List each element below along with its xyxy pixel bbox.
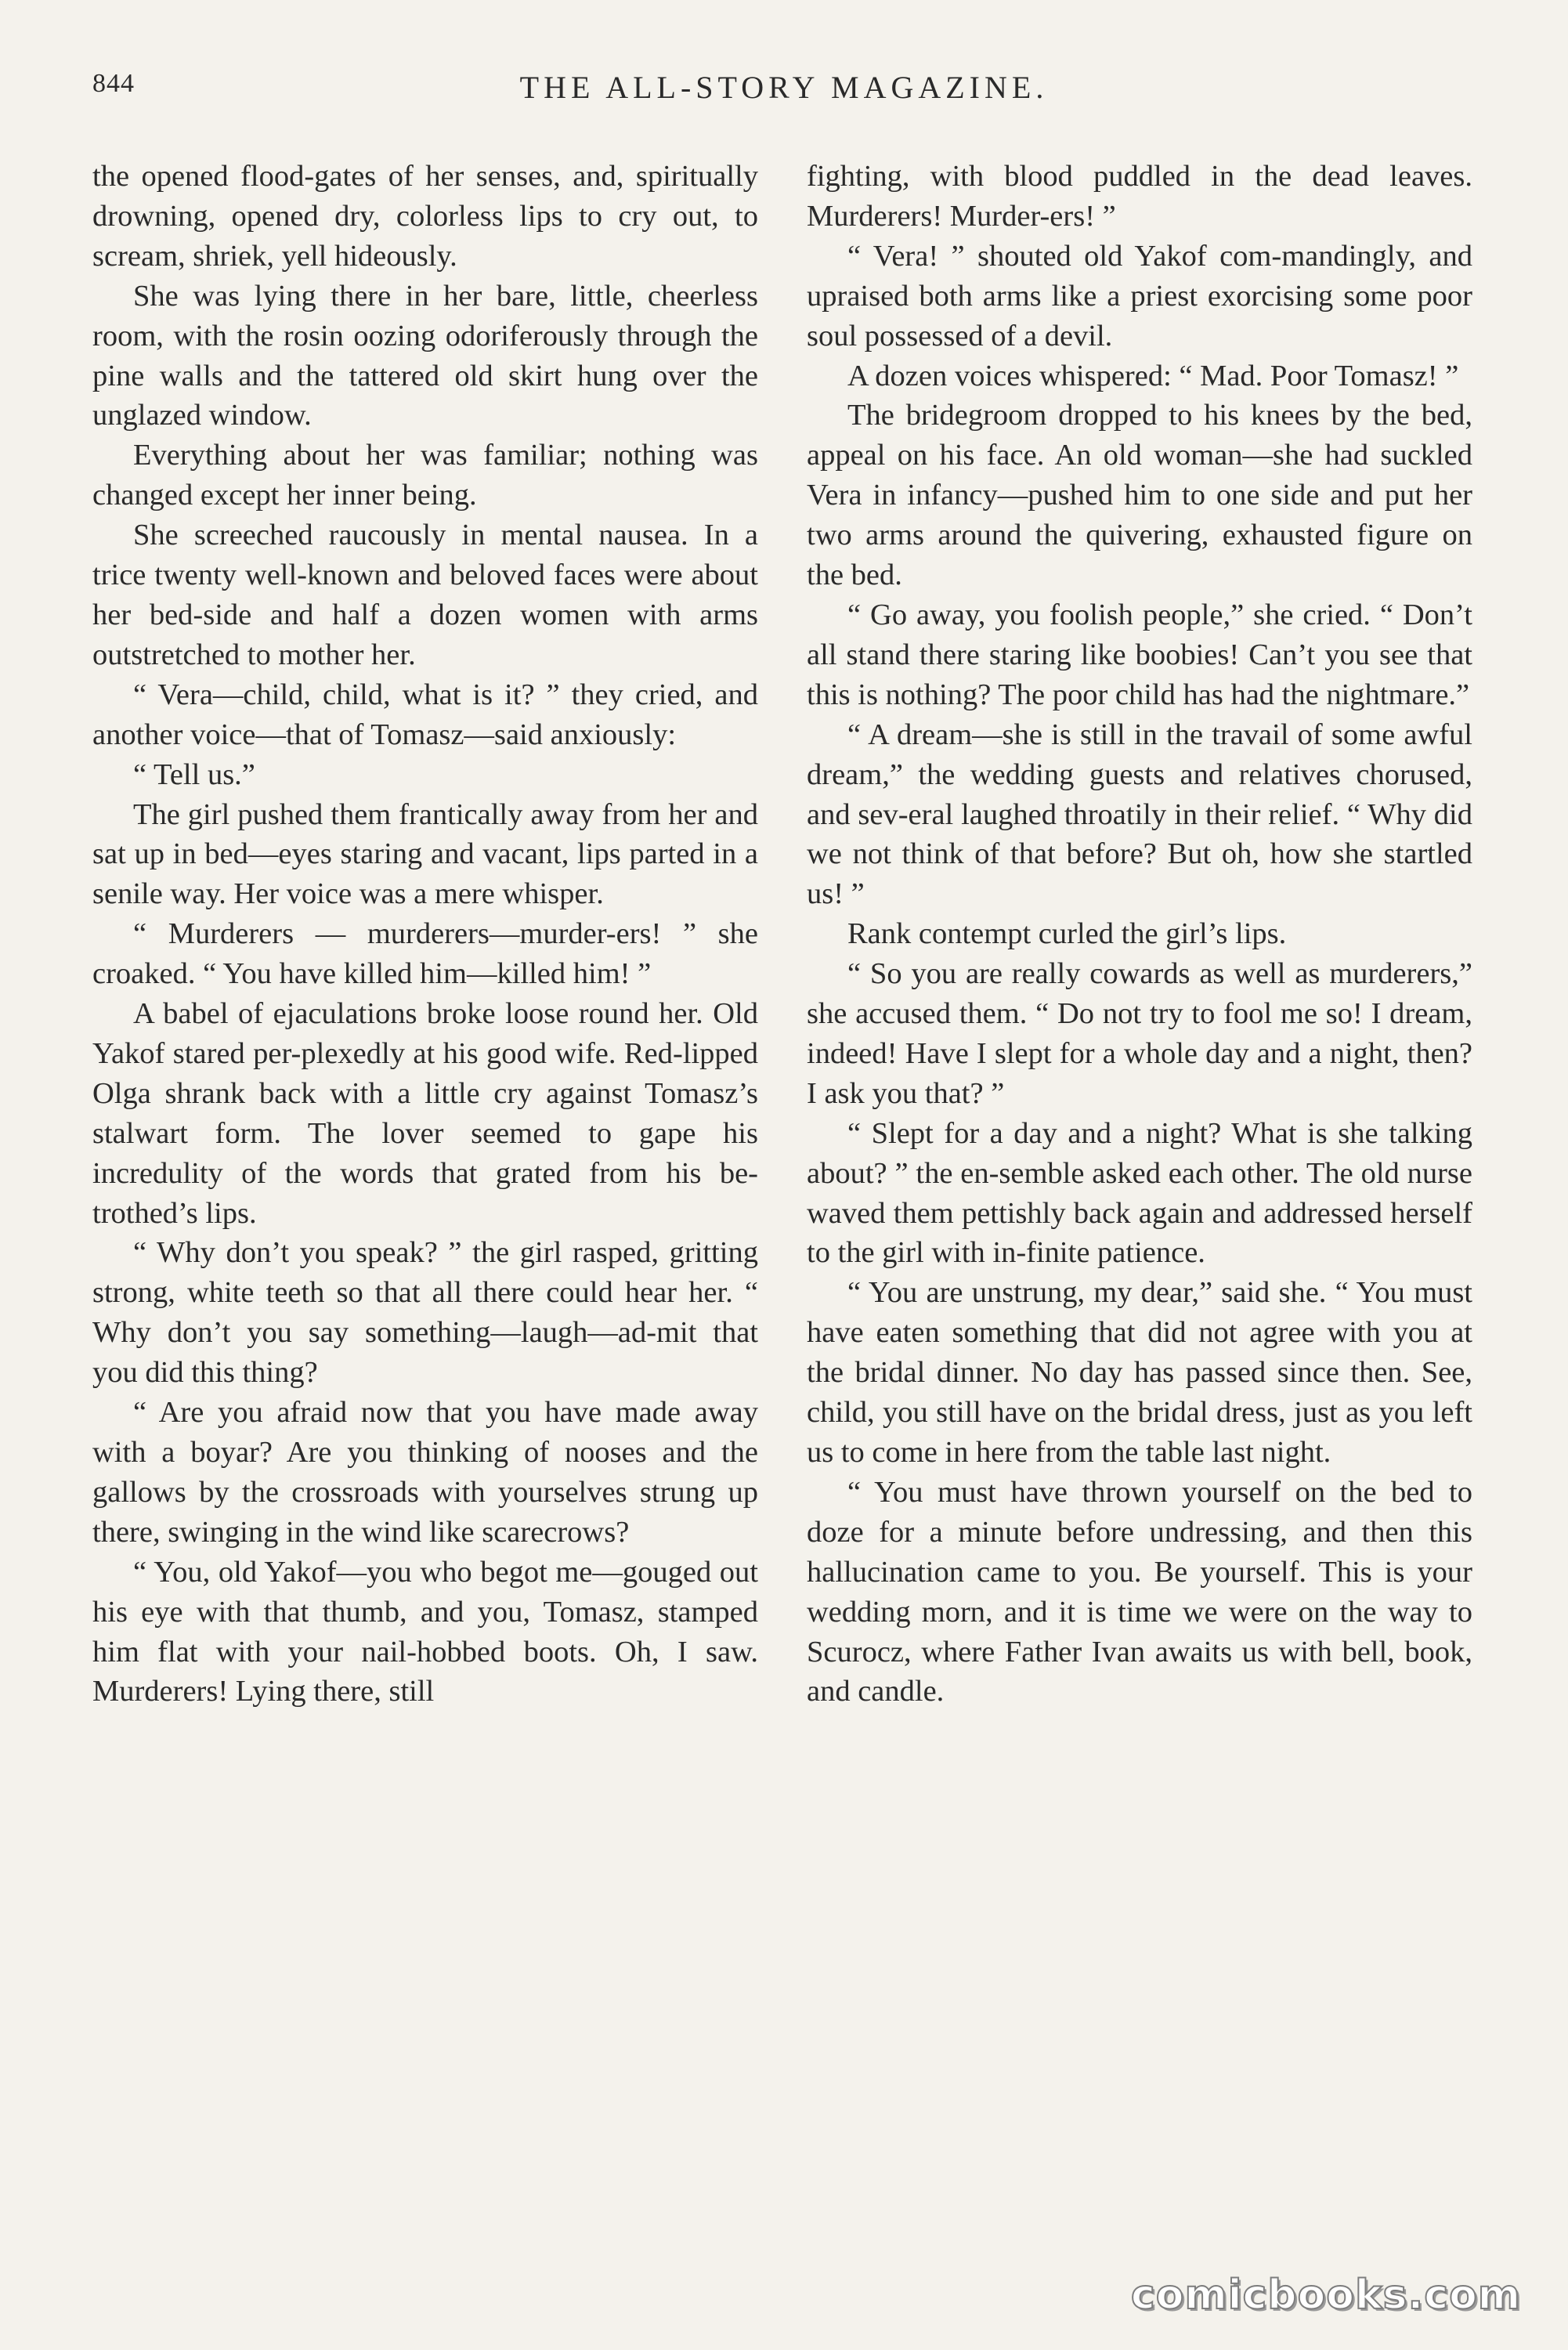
paragraph: the opened flood-gates of her senses, and, spiritually drowning, opened dry, colorless lips to cry out, to scream, shriek, yell hideously.: [92, 160, 758, 273]
paragraph: “ You are unstrung, my dear,” said she. “ You must have eaten something that did not agree with you at the bridal dinner. No day has passed since then. See, child, you still have on the bridal dress, just as you left us to come in here from the table last night.: [807, 1276, 1472, 1469]
watermark-logo: comicbooks.com: [1130, 2272, 1521, 2319]
paragraph: “ Vera! ” shouted old Yakof com-mandingly, and upraised both arms like a priest exorcising some poor soul possessed of a devil.: [807, 239, 1472, 352]
paragraph: She screeched raucously in mental nausea. In a trice twenty well-known and beloved faces were about her bed-side and half a dozen women with arms outstretched to mother her.: [92, 519, 758, 671]
paragraph: A babel of ejaculations broke loose round her. Old Yakof stared per-plexedly at his good wife. Red-lipped Olga shrank back with a little cry against Tomasz’s stalwart form. The lover seemed to gape his incredulity of the words that grated from his be-trothed’s lips.: [92, 997, 758, 1230]
paragraph: “ You, old Yakof—you who begot me—gouged out his eye with that thumb, and you, Tomasz, stamped him flat with your nail-hobbed boots. Oh, I saw. Murderers! Lying there, still: [92, 1555, 758, 1708]
paragraph: She was lying there in her bare, little, cheerless room, with the rosin oozing odoriferously through the pine walls and the tattered old skirt hung over the unglazed window.: [92, 279, 758, 432]
page-number: 844: [92, 69, 135, 98]
paragraph: “ Vera—child, child, what is it? ” they cried, and another voice—that of Tomasz—said anxiously:: [92, 678, 758, 751]
paragraph: A dozen voices whispered: “ Mad. Poor Tomasz! ”: [847, 359, 1459, 392]
paragraph: Rank contempt curled the girl’s lips.: [847, 917, 1287, 951]
paragraph: “ Slept for a day and a night? What is she talking about? ” the en-semble asked each other. The old nurse waved them pettishly back again and addressed herself to the girl with in-finite patience.: [807, 1116, 1472, 1270]
page-header: [92, 69, 1476, 116]
paragraph: “ Go away, you foolish people,” she cried. “ Don’t all stand there staring like boobies! Can’t you see that this is nothing? The poor child has had the nightmare.”: [807, 598, 1472, 711]
paragraph: “ You must have thrown yourself on the bed to doze for a minute before undressing, and then this hallucination came to you. Be yourself. This is your wedding morn, and it is time we were on the way to Scurocz, where Father Ivan awaits us with bell, book, and candle.: [807, 1475, 1472, 1708]
paragraph: Everything about her was familiar; nothing was changed except her inner being.: [92, 439, 758, 512]
paragraph: “ Murderers — murderers—murder-ers! ” she croaked. “ You have killed him—killed him! ”: [92, 917, 758, 991]
paragraph: “ Tell us.”: [133, 757, 255, 791]
paragraph: “ Are you afraid now that you have made away with a boyar? Are you thinking of nooses and the gallows by the crossroads with yourselves strung up there, swinging in the wind like scarecrows?: [92, 1396, 758, 1549]
running-head: THE ALL-STORY MAGAZINE.: [519, 70, 1049, 105]
paragraph: “ Why don’t you speak? ” the girl rasped, gritting strong, white teeth so that all there could hear her. “ Why don’t you say something—laugh—ad-mit that you did this thing?: [92, 1236, 758, 1390]
right-column: [807, 157, 1472, 1712]
paragraph: The bridegroom dropped to his knees by the bed, appeal on his face. An old woman—she had suckled Vera in infancy—pushed him to one side and put her two arms around the quivering, exhausted figure on the bed.: [807, 399, 1472, 592]
paragraph: The girl pushed them frantically away from her and sat up in bed—eyes staring and vacant, lips parted in a senile way. Her voice was a mere whisper.: [92, 797, 758, 911]
left-column: [92, 157, 758, 1712]
paragraph: “ A dream—she is still in the travail of some awful dream,” the wedding guests and relatives chorused, and sev-eral laughed throatily in their relief. “ Why did we not think of that before? But oh, how she startled us! ”: [807, 718, 1472, 911]
paragraph: fighting, with blood puddled in the dead leaves. Murderers! Murder-ers! ”: [807, 160, 1472, 233]
paragraph: “ So you are really cowards as well as murderers,” she accused them. “ Do not try to fool me so! I dream, indeed! Have I slept for a whole day and a night, then? I ask you that? ”: [807, 957, 1472, 1110]
